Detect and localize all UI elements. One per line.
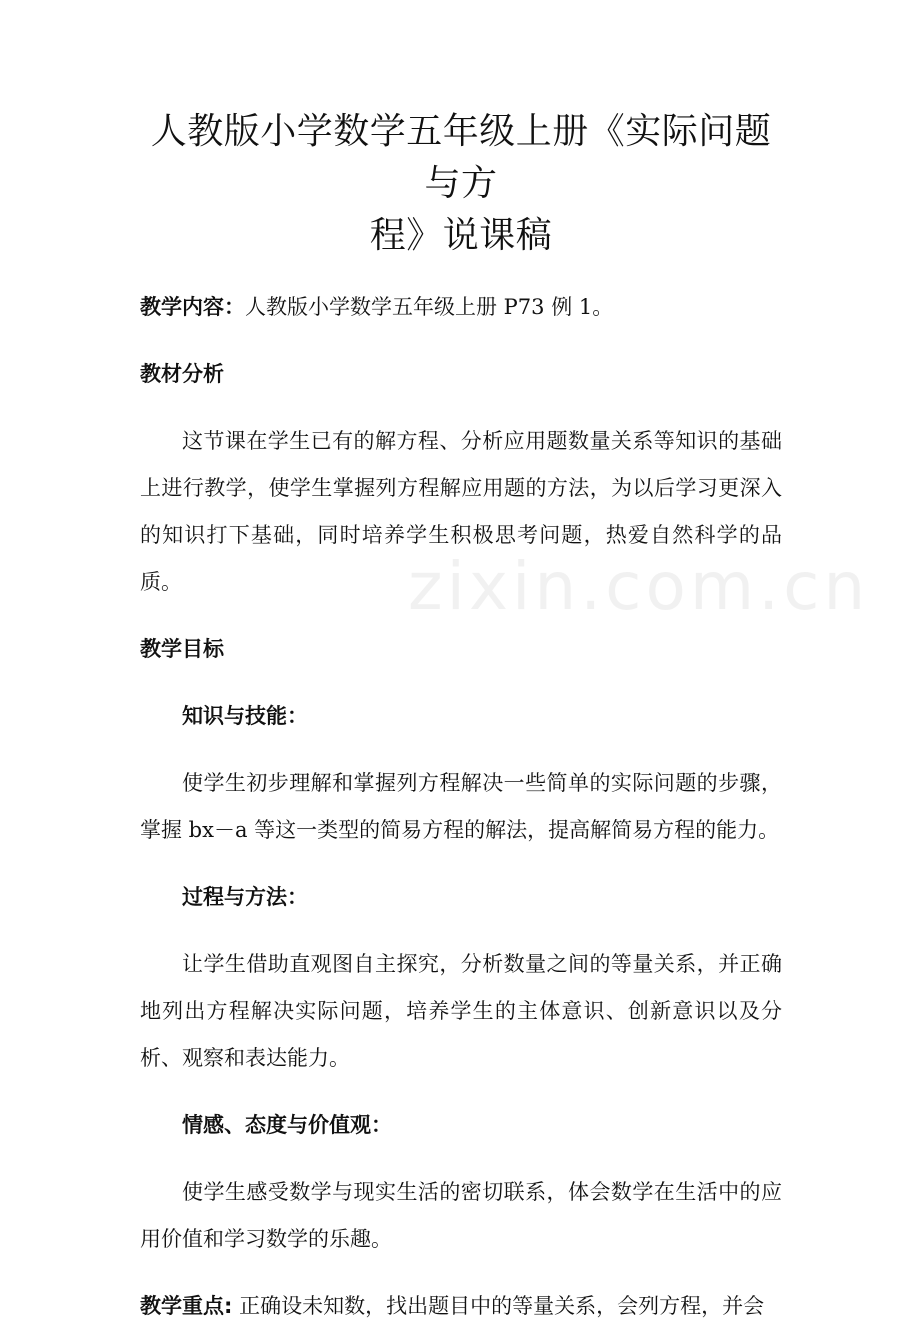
goals-heading: 教学目标 [140,637,224,661]
emotion-heading: 情感、态度与价值观： [182,1113,392,1137]
process-heading: 过程与方法： [182,885,308,909]
teaching-content [140,284,782,331]
teaching-content-label: 教学内容： [140,295,245,319]
analysis-paragraph: 这节课在学生已有的解方程、分析应用题数量关系等知识的基础上进行教学，使学生掌握列方程解应用题的方法，为以后学习更深入的知识打下基础，同时培养学生积极思考问题，热爱自然科学的品质。 [140,429,782,594]
document-title [140,106,782,262]
teaching-focus-text: 正确设未知数，找出题目中的等量关系，会列方程，并会 [232,1294,765,1318]
teaching-focus [140,1283,782,1330]
emotion-paragraph: 使学生感受数学与现实生活的密切联系，体会数学在生活中的应用价值和学习数学的乐趣。 [140,1180,782,1251]
title-line-1: 人教版小学数学五年级上册《实际问题与方 [150,111,772,204]
knowledge-paragraph: 使学生初步理解和掌握列方程解决一些简单的实际问题的步骤，掌握 bx－a 等这一类型的简易方程的解法，提高解简易方程的能力。 [140,771,782,842]
watermark: zixin.com.cn [408,548,870,625]
title-line-2: 程》说课稿 [369,215,553,256]
knowledge-heading: 知识与技能： [182,704,308,728]
teaching-content-text: 人教版小学数学五年级上册 P73 例 1。 [245,295,614,319]
process-paragraph: 让学生借助直观图自主探究，分析数量之间的等量关系，并正确地列出方程解决实际问题，培养学生的主体意识、创新意识以及分析、观察和表达能力。 [140,952,782,1070]
teaching-focus-label: 教学重点: [140,1294,233,1318]
analysis-heading: 教材分析 [140,362,224,386]
